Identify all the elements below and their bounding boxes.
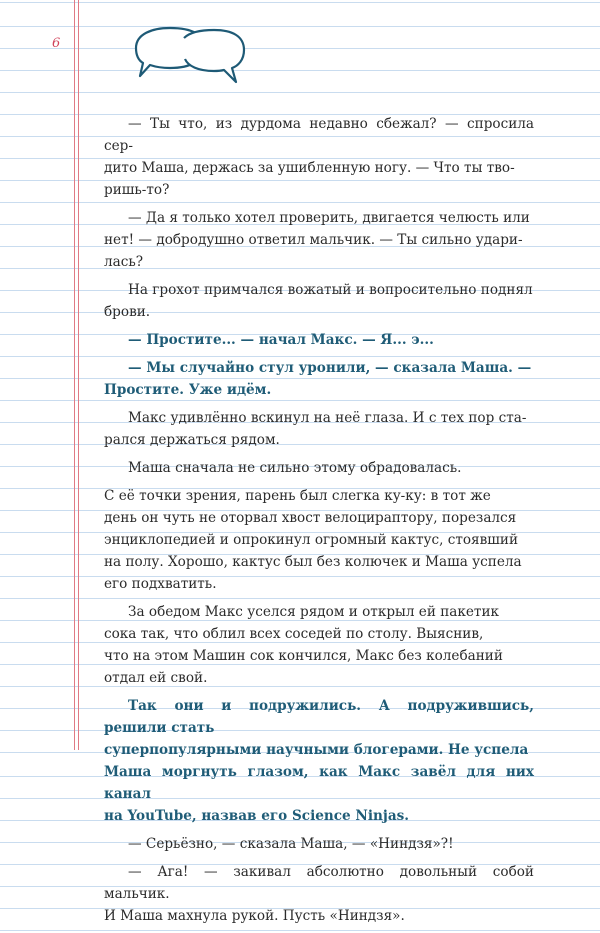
- text-line: рался держаться рядом.: [104, 432, 280, 448]
- paragraph: [104, 833, 534, 855]
- text-line: энциклопедией и опрокинул огромный кактус, стоявший: [104, 532, 519, 548]
- page-number: 6: [52, 36, 61, 51]
- paragraph: [104, 113, 534, 201]
- text-line: Маша моргнуть глазом, как Макс завёл для них канал: [104, 764, 534, 802]
- highlighted-paragraph: [104, 329, 534, 351]
- text-line: — Простите... — начал Макс. — Я... э...: [128, 332, 434, 348]
- text-line: — Серьёзно, — сказала Маша, — «Ниндзя»?!: [128, 836, 454, 852]
- text-line: брови.: [104, 304, 151, 320]
- text-line: суперпопулярными научными блогерами. Не успела: [104, 742, 529, 758]
- text-line: — Да я только хотел проверить, двигается челюсть или: [128, 210, 530, 226]
- text-line: Так они и подружились. А подружившись, решили стать: [104, 698, 534, 736]
- highlighted-paragraph: [104, 695, 534, 827]
- text-line: сока так, что облил всех соседей по столу. Выяснив,: [104, 626, 484, 642]
- text-line: дито Маша, держась за ушибленную ногу. — Что ты тво-: [104, 160, 515, 176]
- text-line: нет! — добродушно ответил мальчик. — Ты сильно удари-: [104, 232, 523, 248]
- text-line: на полу. Хорошо, кактус был без колючек и Маша успела: [104, 554, 522, 570]
- story-text: [104, 113, 534, 933]
- text-line: — Ага! — закивал абсолютно довольный собой мальчик.: [104, 864, 534, 902]
- paragraph: [104, 601, 534, 689]
- text-line: день он чуть не оторвал хвост велоцираптору, порезался: [104, 510, 517, 526]
- text-line: На грохот примчался вожатый и вопросительно поднял: [128, 282, 533, 298]
- text-line: За обедом Макс уселся рядом и открыл ей пакетик: [128, 604, 500, 620]
- paragraph: [104, 279, 534, 323]
- text-line: на YouTube, назвав его Science Ninjas.: [104, 808, 410, 824]
- margin-line-secondary: [78, 0, 79, 750]
- text-line: его подхватить.: [104, 576, 217, 592]
- text-line: отдал ей свой.: [104, 670, 208, 686]
- text-line: — Мы случайно стул уронили, — сказала Маша. —: [128, 360, 532, 376]
- text-line: Простите. Уже идём.: [104, 382, 272, 398]
- text-line: что на этом Машин сок кончился, Макс без колебаний: [104, 648, 503, 664]
- paragraph: [104, 407, 534, 451]
- paragraph: [104, 485, 534, 595]
- paragraph: [104, 207, 534, 273]
- text-line: лась?: [104, 254, 144, 270]
- text-line: — Ты что, из дурдома недавно сбежал? — спросила сер-: [104, 116, 534, 154]
- highlighted-paragraph: [104, 357, 534, 401]
- text-line: ришь-то?: [104, 182, 170, 198]
- text-line: И Маша махнула рукой. Пусть «Ниндзя».: [104, 908, 405, 924]
- paragraph: [104, 861, 534, 927]
- paragraph: [104, 457, 534, 479]
- margin-line: [74, 0, 75, 750]
- text-line: С её точки зрения, парень был слегка ку-ку: в тот же: [104, 488, 491, 504]
- speech-bubbles-icon: [128, 24, 250, 90]
- text-line: Макс удивлённо вскинул на неё глаза. И с тех пор ста-: [128, 410, 527, 426]
- text-line: Маша сначала не сильно этому обрадовалась.: [128, 460, 462, 476]
